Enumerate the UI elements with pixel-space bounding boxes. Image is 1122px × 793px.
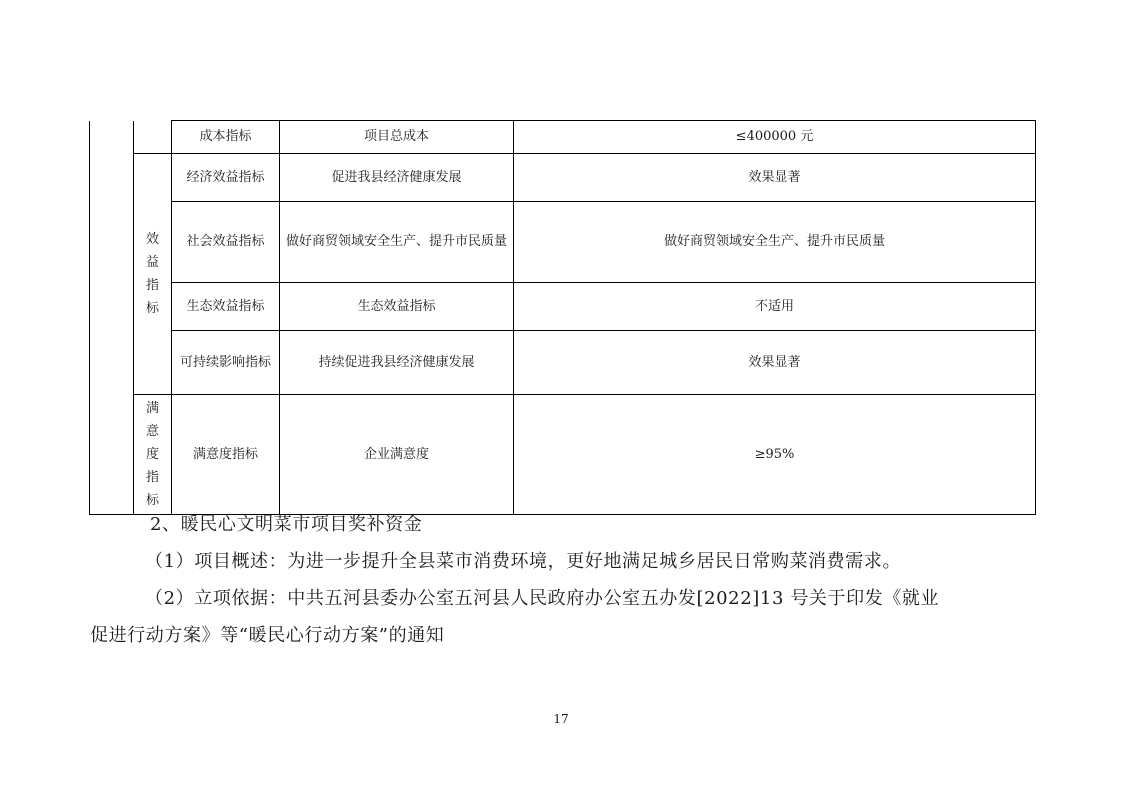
paragraph-basis-line-1: （2）立项依据：中共五河县委办公室五河县人民政府办公室五办发[2022]13 号关于印发《就业	[145, 588, 940, 609]
indicator-value-cell: ≤400000 元	[514, 121, 1036, 154]
secondary-indicator-cell: 经济效益指标	[172, 154, 280, 202]
secondary-indicator-cell: 满意度指标	[172, 395, 280, 515]
table-row	[90, 121, 1036, 154]
indicator-value-cell: 不适用	[514, 283, 1036, 331]
benefit-group-label: 效益指标	[145, 232, 159, 316]
indicator-value-cell: 效果显著	[514, 154, 1036, 202]
table-row	[90, 331, 1036, 395]
secondary-indicator-cell: 成本指标	[172, 121, 280, 154]
satisfaction-group-cell	[134, 395, 172, 515]
secondary-indicator-cell: 生态效益指标	[172, 283, 280, 331]
indicator-name-cell: 项目总成本	[280, 121, 514, 154]
secondary-indicator-cell: 可持续影响指标	[172, 331, 280, 395]
page-number: 17	[553, 712, 569, 726]
second-level-cell	[134, 121, 172, 154]
indicator-name-cell: 做好商贸领域安全生产、提升市民质量	[280, 202, 514, 283]
benefit-group-cell	[134, 154, 172, 395]
indicator-value-cell: ≥95%	[514, 395, 1036, 515]
table-row	[90, 283, 1036, 331]
table-row	[90, 395, 1036, 515]
indicator-name-cell: 持续促进我县经济健康发展	[280, 331, 514, 395]
indicator-name-cell: 生态效益指标	[280, 283, 514, 331]
section-heading: 2、暖民心文明菜市项目奖补资金	[150, 514, 423, 535]
indicator-value-cell: 做好商贸领域安全生产、提升市民质量	[514, 202, 1036, 283]
satisfaction-group-label: 满意度指标	[145, 401, 159, 508]
indicator-value-cell: 效果显著	[514, 331, 1036, 395]
first-level-cell	[90, 121, 134, 515]
paragraph-overview: （1）项目概述：为进一步提升全县菜市消费环境，更好地满足城乡居民日常购菜消费需求。	[145, 551, 902, 572]
indicator-name-cell: 促进我县经济健康发展	[280, 154, 514, 202]
table-row	[90, 202, 1036, 283]
indicator-name-cell: 企业满意度	[280, 395, 514, 515]
secondary-indicator-cell: 社会效益指标	[172, 202, 280, 283]
table-row	[90, 154, 1036, 202]
paragraph-basis-line-2: 促进行动方案》等“暖民心行动方案”的通知	[90, 625, 445, 646]
performance-metrics-table	[89, 120, 1036, 515]
